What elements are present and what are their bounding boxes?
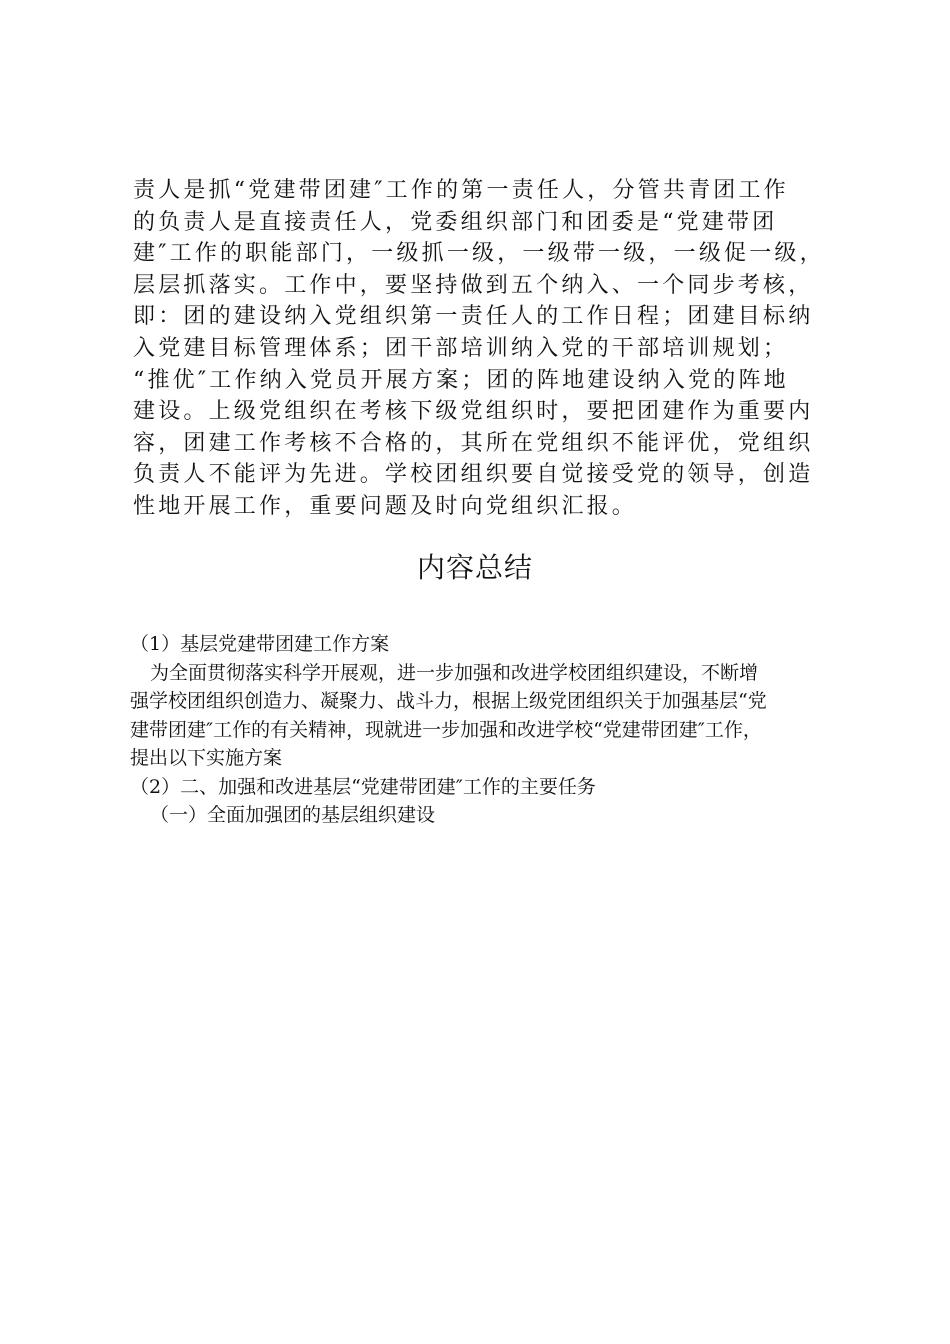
summary-line: 强学校团组织创造力、凝聚力、战斗力，根据上级党团组织关于加强基层“党 [130,690,767,712]
summary-item-heading: （2）二、加强和改进基层“党建带团建″工作的主要任务 [130,775,596,798]
body-line: 建设。上级党组织在考核下级党组织时，要把团建作为重要内 [133,399,814,425]
body-line: 入党建目标管理体系；团干部培训纳入党的干部培训规划； [133,335,789,361]
summary-subheading: （一）全面加强团的基层组织建设 [150,804,436,826]
body-line: 容，团建工作考核不合格的，其所在党组织不能评优，党组织 [133,430,814,456]
summary-line: 提出以下实施方案 [130,747,283,769]
body-paragraph [133,175,833,523]
summary-section [130,630,850,830]
body-line: 责人是抓“党建带团建″工作的第一责任人，分管共青团工作 [133,178,789,203]
summary-line: 为全面贯彻落实科学开展观，进一步加强和改进学校团组织建设，不断增 [150,661,759,684]
summary-line: 建带团建″工作的有关精神，现就进一步加强和改进学校“党建带团建″工作， [130,718,762,741]
body-line: “推优″工作纳入党员开展方案；团的阵地建设纳入党的阵地 [133,367,789,393]
summary-heading: 内容总结 [416,551,533,584]
body-line: 负责人不能评为先进。学校团组织要自觉接受党的领导，创造 [133,462,814,488]
body-line: 层层抓落实。工作中，要坚持做到五个纳入、一个同步考核， [133,272,814,298]
summary-item-heading: （1）基层党建带团建工作方案 [130,633,390,655]
body-line: 性地开展工作，重要问题及时向党组织汇报。 [133,493,638,519]
body-line: 建″工作的职能部门，一级抓一级，一级带一级，一级促一级， [133,241,825,267]
body-line: 的负责人是直接责任人，党委组织部门和团委是“党建带团 [133,209,778,235]
body-line: 即：团的建设纳入党组织第一责任人的工作日程；团建目标纳 [133,304,814,330]
